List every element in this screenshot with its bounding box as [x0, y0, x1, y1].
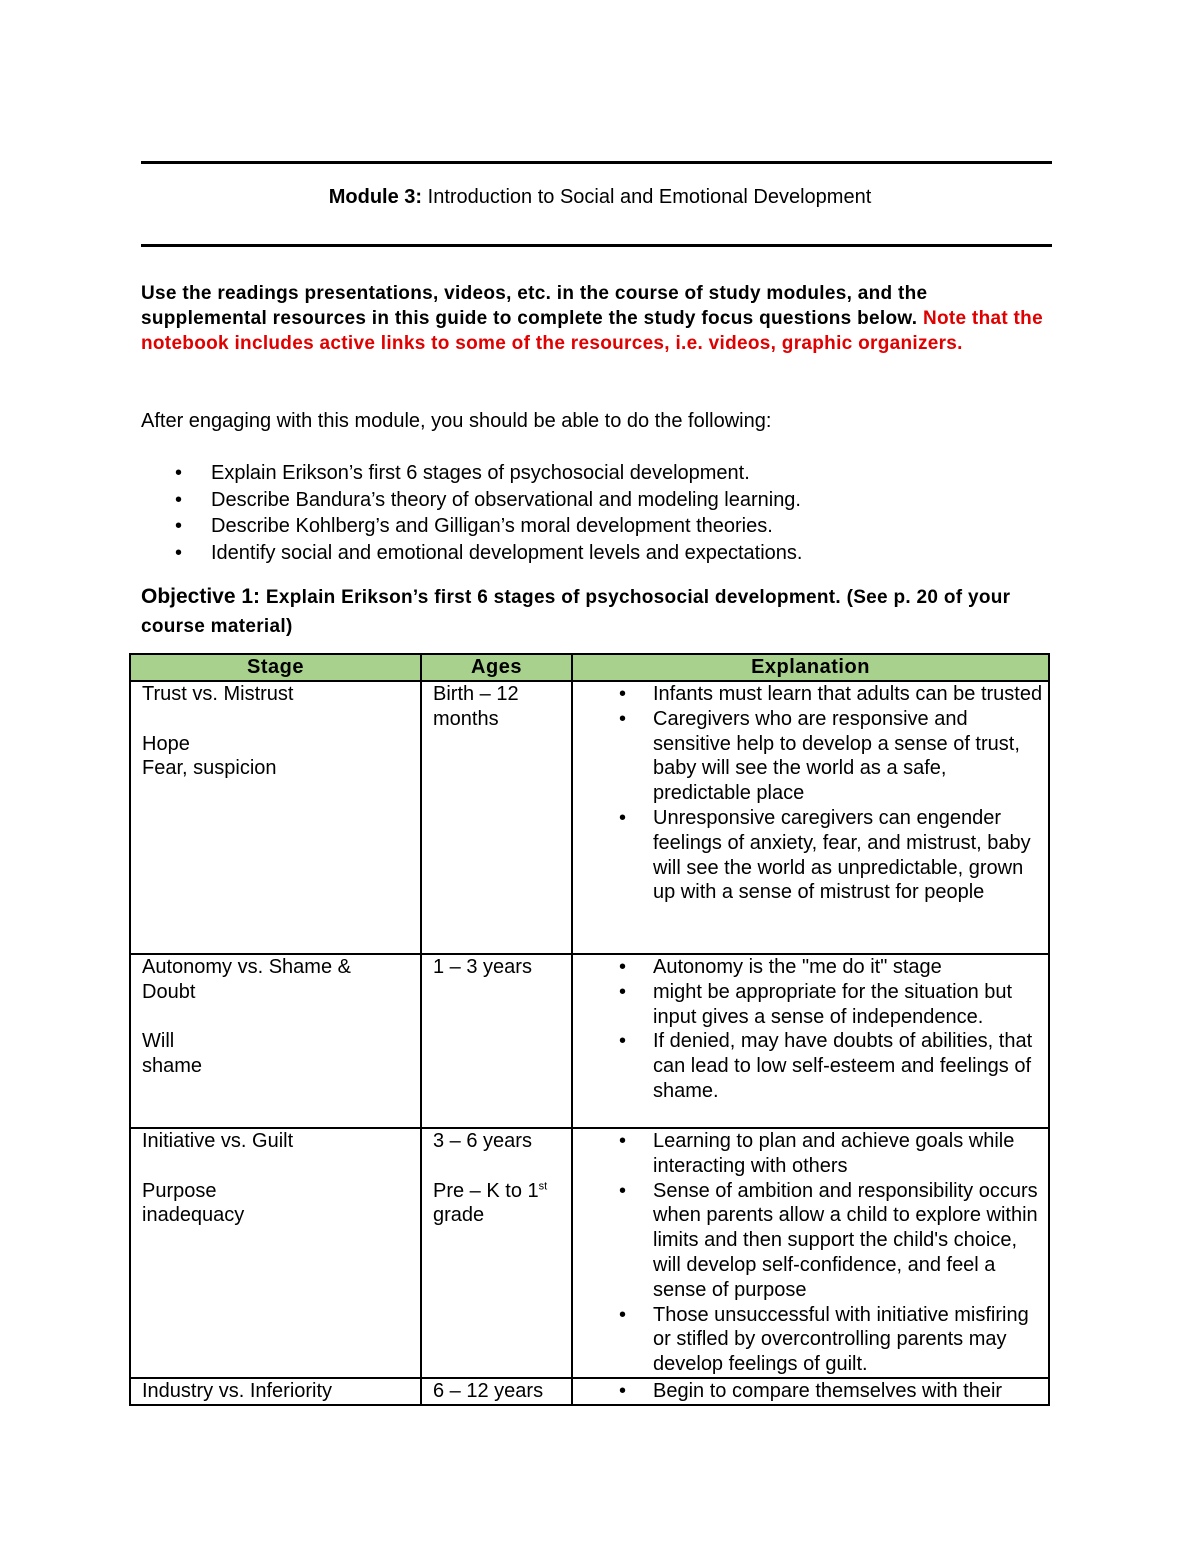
table-row — [130, 954, 1049, 1128]
bullet-icon: • — [619, 1303, 627, 1326]
explanation-cell — [572, 1128, 1049, 1378]
stage-cell — [130, 1378, 421, 1405]
bullet-icon: • — [619, 707, 627, 730]
explanation-cell — [572, 954, 1049, 1128]
ages-value: 1 – 3 years — [433, 956, 532, 978]
list-item: • Describe Kohlberg’s and Gilligan’s moral development theories. — [141, 513, 1053, 540]
bullet-icon: • — [619, 1030, 627, 1053]
instructions — [141, 281, 1053, 356]
header-ages: Ages — [421, 654, 572, 681]
ages-value: Birth – 12 months — [433, 683, 519, 730]
explanation-cell — [572, 1378, 1049, 1405]
ages-grade: Pre – K to 1st grade — [433, 1179, 548, 1227]
list-item: • Explain Erikson’s first 6 stages of psychosocial development. — [141, 460, 1053, 487]
list-item: • might be appropriate for the situation but input gives a sense of independence. — [619, 980, 1013, 1028]
list-item: • Autonomy is the "me do it" stage — [619, 956, 942, 978]
table-header-row — [130, 654, 1049, 681]
stage-name: Trust vs. Mistrust — [142, 683, 294, 705]
list-item: • Begin to compare themselves with their — [619, 1379, 1003, 1402]
instructions-note: Note that the notebook includes active links to some of the resources, i.e. videos, graphic organizers. — [141, 308, 1043, 354]
bullet-icon: • — [619, 1179, 627, 1202]
stage-cell — [130, 954, 421, 1128]
module-title-text: Introduction to Social and Emotional Development — [422, 186, 872, 208]
bullet-icon: • — [175, 462, 183, 484]
list-item: • If denied, may have doubts of abilities, that can lead to low self-esteem and feelings of shame. — [619, 1030, 1033, 1102]
list-item: • Sense of ambition and responsibility occurs when parents allow a child to explore within limits and then support the child's choice, will develop self-confidence, and feel a sense of purpose — [619, 1179, 1038, 1301]
stage-name: Autonomy vs. Shame & Doubt — [142, 956, 351, 1003]
bullet-icon: • — [619, 956, 627, 978]
ages-cell — [421, 1128, 572, 1378]
erikson-stages-table — [129, 653, 1050, 1406]
ages-cell — [421, 681, 572, 954]
stage-name: Initiative vs. Guilt — [142, 1130, 294, 1152]
table-row — [130, 1128, 1049, 1378]
list-item: • Infants must learn that adults can be trusted — [619, 683, 1043, 705]
list-item: • Those unsuccessful with initiative misfiring or stifled by overcontrolling parents may develop feelings of guilt. — [619, 1303, 1029, 1376]
instructions-text: Use the readings presentations, videos, etc. in the course of study modules, and the supplemental resources in this guide to complete the study focus questions below. — [141, 283, 928, 329]
bullet-icon: • — [619, 683, 627, 705]
bullet-icon: • — [175, 541, 183, 564]
ages-value: 6 – 12 years — [433, 1379, 544, 1402]
stage-malignancy: inadequacy — [142, 1204, 245, 1227]
table-row — [130, 681, 1049, 954]
module-title — [0, 184, 1200, 210]
ages-cell — [421, 1378, 572, 1405]
module-label: Module 3: — [328, 186, 423, 208]
list-item: • Identify social and emotional development levels and expectations. — [141, 540, 1053, 567]
stage-virtue: Hope — [142, 732, 190, 755]
objective-1-text: Explain Erikson’s first 6 stages of psychosocial development. (See p. 20 of your course material) — [141, 587, 1011, 637]
explanation-cell — [572, 681, 1049, 954]
stage-name: Industry vs. Inferiority — [142, 1379, 333, 1402]
list-item: • Learning to plan and achieve goals while interacting with others — [619, 1130, 1015, 1177]
stage-virtue: Purpose — [142, 1179, 217, 1202]
bullet-icon: • — [619, 980, 627, 1003]
table-row — [130, 1378, 1049, 1405]
objectives-list — [141, 460, 1053, 566]
bottom-rule — [141, 244, 1052, 247]
header-explanation: Explanation — [572, 654, 1049, 681]
bullet-icon: • — [175, 515, 183, 538]
list-item: • Describe Bandura’s theory of observational and modeling learning. — [141, 487, 1053, 514]
stage-malignancy: shame — [142, 1055, 203, 1078]
list-item: • Caregivers who are responsive and sensitive help to develop a sense of trust, baby will see the world as a safe, predictable place — [619, 707, 1020, 805]
bullet-icon: • — [175, 488, 183, 511]
objective-1-heading — [141, 583, 1053, 642]
stage-malignancy: Fear, suspicion — [142, 757, 277, 780]
list-item: • Unresponsive caregivers can engender feelings of anxiety, fear, and mistrust, baby will see the world as unpredictable, grown up with a sense of mistrust for people — [619, 806, 1031, 904]
after-engaging-text: After engaging with this module, you should be able to do the following: — [141, 410, 772, 432]
ages-value: 3 – 6 years — [433, 1130, 532, 1152]
stage-cell — [130, 681, 421, 954]
ages-cell — [421, 954, 572, 1128]
top-rule — [141, 161, 1052, 164]
objective-1-label: Objective 1: — [141, 585, 266, 608]
bullet-icon: • — [619, 1379, 627, 1402]
stage-cell — [130, 1128, 421, 1378]
bullet-icon: • — [619, 806, 627, 829]
stage-virtue: Will — [142, 1030, 175, 1053]
bullet-icon: • — [619, 1130, 627, 1152]
header-stage: Stage — [130, 654, 421, 681]
